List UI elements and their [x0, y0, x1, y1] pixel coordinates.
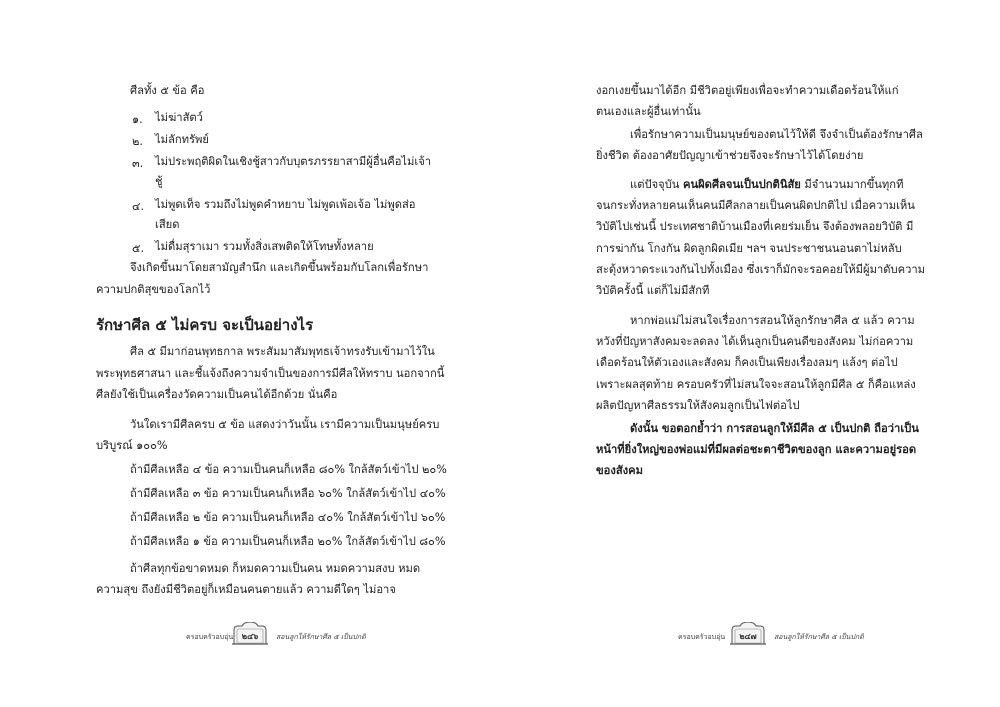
- precept-level-line: ถ้ามีศีลเหลือ ๔ ข้อ ความเป็นคนก็เหลือ ๘๐% ใกล้สัตว์เข้าไป ๒๐%: [130, 463, 447, 476]
- paragraph-line: วันใดเรามีศีลครบ ๕ ข้อ แสดงว่าวันนั้น เรามีความเป็นมนุษย์ครบ: [130, 418, 440, 431]
- precept-text: ชู้: [155, 175, 163, 188]
- page-number-badge: [728, 622, 768, 646]
- page-number: ๒๔๖: [241, 632, 259, 641]
- emphasis-text: คนผิดศีลจนเป็นปกตินิสัย: [683, 178, 801, 191]
- paragraph-line: ความปกติสุขของโลกไว้: [96, 283, 211, 296]
- paragraph-line: สะดุ้งหวาดระแวงกันไปทั้งเมือง ซึ่งเราก็มักจะรอคอยให้มีผู้มาดับความ: [596, 263, 926, 276]
- footer-book-title: ครอบครัวอบอุ่น: [186, 633, 234, 641]
- paragraph-suffix: มีจำนวนมากขึ้นทุกที: [800, 178, 904, 191]
- precept-level-line: ถ้ามีศีลเหลือ ๓ ข้อ ความเป็นคนก็เหลือ ๖๐% ใกล้สัตว์เข้าไป ๔๐%: [130, 487, 446, 500]
- paragraph-line: หวังที่ปัญหาสังคมจะลดลง ได้เห็นลูกเป็นคนดีของสังคม ไม่ก่อความ: [596, 335, 914, 348]
- paragraph-line: พระพุทธศาสนา และชี้แจ้งถึงความจำเป็นของการมีศีลให้ทราบ นอกจากนี้: [96, 367, 445, 380]
- right-page: [500, 0, 1000, 707]
- section-heading: รักษาศีล ๕ ไม่ครบ จะเป็นอย่างไร: [96, 316, 314, 334]
- precept-number: ๓.: [132, 157, 144, 170]
- paragraph-line: เดือดร้อนให้ตัวเองและสังคม ก็คงเป็นเพียงเรื่องลมๆ แล้งๆ ต่อไป: [596, 356, 898, 369]
- footer-chapter-title: สอนลูกให้รักษาศีล ๕ เป็นปกติ: [276, 633, 366, 641]
- paragraph-line: ศีล ๕ มีมาก่อนพุทธกาล พระสัมมาสัมพุทธเจ้าทรงรับเข้ามาไว้ใน: [130, 345, 435, 358]
- paragraph-line: ยิ่งชีวิต ต้องอาศัยปัญญาเข้าช่วยจึงจะรักษาไว้ได้โดยง่าย: [596, 149, 864, 162]
- precepts-intro: ศีลทั้ง ๕ ข้อ คือ: [130, 84, 205, 97]
- paragraph-line: ผลิตปัญหาศีลธรรมให้สังคมลูกเป็นไฟต่อไป: [596, 399, 800, 412]
- paragraph-line: หากพ่อแม่ไม่สนใจเรื่องการสอนให้ลูกรักษาศีล ๕ แล้ว ความ: [630, 314, 915, 327]
- paragraph-line: ถ้าศีลทุกข้อขาดหมด ก็หมดความเป็นคน หมดความสงบ หมด: [130, 562, 421, 575]
- precept-text: ไม่ลักทรัพย์: [155, 133, 209, 146]
- precept-text: ไม่ประพฤติผิดในเชิงชู้สาวกับบุตรภรรยาสามีผู้อื่นคือไม่เจ้า: [155, 155, 432, 168]
- precept-level-line: ถ้ามีศีลเหลือ ๑ ข้อ ความเป็นคนก็เหลือ ๒๐% ใกล้สัตว์เข้าไป ๘๐%: [130, 535, 446, 548]
- precept-text: ไม่พูดเท็จ รวมถึงไม่พูดคำหยาบ ไม่พูดเพ้อเจ้อ ไม่พูดส่อ: [155, 198, 416, 211]
- page-number: ๒๔๗: [739, 632, 757, 641]
- conclusion-line: ของสังคม: [596, 464, 643, 477]
- precept-number: ๕.: [132, 242, 145, 255]
- paragraph-line: วิบัติครั้งนี้ แต่ก็ไม่มีสักที: [596, 284, 710, 297]
- page-footer: [186, 622, 366, 648]
- footer-chapter-title: สอนลูกให้รักษาศีล ๕ เป็นปกติ: [774, 633, 864, 641]
- paragraph-line: ความสุข ถึงยังมีชีวิตอยู่ก็เหมือนคนตายแล้ว ความดีใดๆ ไม่อาจ: [96, 583, 396, 596]
- footer-book-title: ครอบครัวอบอุ่น: [678, 633, 726, 641]
- paragraph-line: จึงเกิดขึ้นมาโดยสามัญสำนึก และเกิดขึ้นพร้อมกับโลกเพื่อรักษา: [130, 261, 429, 274]
- precept-number: ๑.: [132, 113, 143, 126]
- paragraph-line: วิบัติไปเช่นนี้ ประเทศชาติบ้านเมืองที่เคยร่มเย็น จึงต้องพลอยวิบัติ มี: [596, 220, 914, 233]
- conclusion-line: หน้าที่ยิ่งใหญ่ของพ่อแม่ที่มีผลต่อชะตาชีวิตของลูก และความอยู่รอด: [596, 443, 917, 456]
- precept-number: ๔.: [132, 200, 145, 213]
- paragraph-line: เพื่อรักษาความเป็นมนุษย์ของตนไว้ให้ดี จึงจำเป็นต้องรักษาศีล: [630, 128, 923, 141]
- page-footer: [678, 622, 864, 648]
- paragraph-line: ตนเองและผู้อื่นเท่านั้น: [596, 105, 701, 118]
- paragraph-line: ศีลยังใช้เป็นเครื่องวัดความเป็นคนได้อีกด้วย นั่นคือ: [96, 388, 338, 401]
- conclusion-line: ดังนั้น ขอตอกย้ำว่า การสอนลูกให้มีศีล ๕ เป็นปกติ ถือว่าเป็น: [630, 422, 919, 435]
- precept-level-line: ถ้ามีศีลเหลือ ๒ ข้อ ความเป็นคนก็เหลือ ๔๐% ใกล้สัตว์เข้าไป ๖๐%: [130, 511, 446, 524]
- page-number-badge: [230, 622, 270, 646]
- paragraph-line: การฆ่ากัน โกงกัน ผิดลูกผิดเมีย ฯลฯ จนประชาชนนอนตาไม่หลับ: [596, 242, 902, 255]
- paragraph-line: งอกเงยขึ้นมาได้อีก มีชีวิตอยู่เพียงเพื่อจะทำความเดือดร้อนให้แก่: [596, 84, 899, 97]
- paragraph-prefix: แต่ปัจจุบัน: [630, 178, 683, 191]
- precept-number: ๒.: [132, 135, 143, 148]
- paragraph-line: บริบูรณ์ ๑๐๐%: [96, 439, 168, 452]
- precept-text: เสียด: [155, 218, 180, 231]
- paragraph-line: จนกระทั่งหลายคนเห็นคนมีศีลกลายเป็นคนผิดปกติไป เมื่อความเห็น: [596, 199, 915, 212]
- paragraph-line: [630, 177, 903, 192]
- precept-text: ไม่ฆ่าสัตว์: [155, 111, 203, 124]
- precept-text: ไม่ดื่มสุราเมา รวมทั้งสิ่งเสพติดให้โทษทั้งหลาย: [155, 240, 374, 253]
- paragraph-line: เพราะผลสุดท้าย ครอบครัวที่ไม่สนใจจะสอนให้ลูกมีศีล ๕ ก็คือแหล่ง: [596, 378, 916, 391]
